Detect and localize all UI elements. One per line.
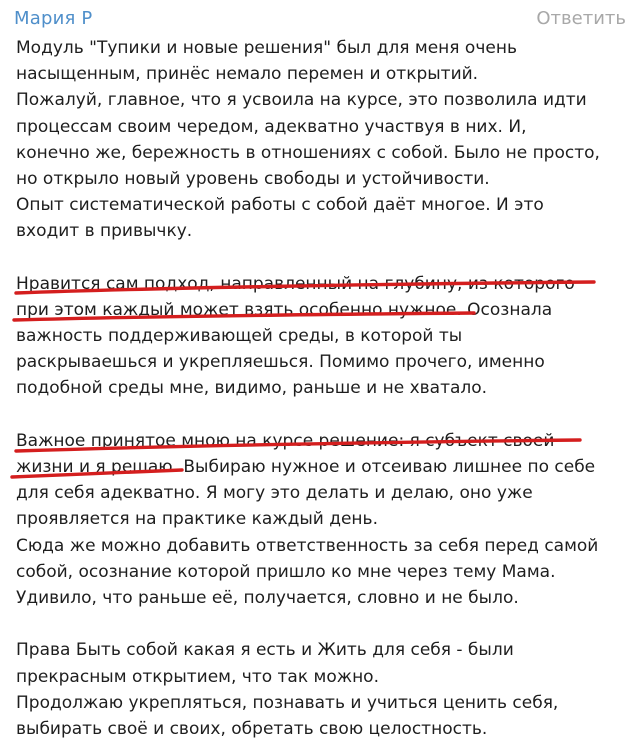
text-line: входит в привычку. — [16, 221, 193, 242]
text-line: раскрываешься и укрепляешься. Помимо прочего, именно — [16, 352, 545, 373]
text-line: Пожалуй, главное, что я усвоила на курсе, это позволила идти — [16, 90, 587, 111]
message-text — [16, 35, 626, 742]
text-line: конечно же, бережность в отношениях с собой. Было не просто, — [16, 142, 600, 163]
text-line: насыщенным, принёс немало перемен и открытий. — [16, 64, 479, 85]
text-line: собой, осознание которой пришло ко мне через тему Мама. — [16, 561, 556, 582]
text-line: Права Быть собой какая я есть и Жить для себя - были — [16, 640, 514, 661]
text-line: выбирать своё и своих, обретать свою целостность. — [16, 718, 488, 739]
message-header — [14, 8, 626, 34]
text-line: Модуль "Тупики и новые решения" был для меня очень — [16, 38, 517, 58]
paragraph-gap — [16, 245, 626, 271]
text-line: прекрасным открытием, что так можно. — [16, 666, 379, 687]
text-line: при этом каждый может взять особенно нужное. Осознала — [16, 299, 553, 320]
text-line: Опыт систематической работы с собой даёт многое. И это — [16, 195, 544, 216]
paragraph — [16, 271, 626, 402]
text-line: подобной среды мне, видимо, раньше и не хватало. — [16, 378, 488, 399]
text-line: но открыло новый уровень свободы и устойчивости. — [16, 168, 490, 189]
paragraph — [16, 637, 626, 742]
text-line: Нравится сам подход, направленный на глубину, из которого — [16, 273, 575, 294]
text-line: Важное принятое мною на курсе решение: я субъект своей — [16, 430, 555, 451]
paragraph-gap — [16, 611, 626, 637]
text-line: жизни и я решаю. Выбираю нужное и отсеиваю лишнее по себе — [16, 457, 596, 477]
text-line: важность поддерживающей среды, в которой ты — [16, 326, 463, 347]
text-line: процессам своим чередом, адекватно участвуя в них. И, — [16, 116, 527, 137]
author-name[interactable]: Мария Р — [14, 8, 93, 29]
paragraph — [16, 428, 626, 611]
text-line: проявляется на практике каждый день. — [16, 509, 378, 530]
text-line: Удивило, что раньше её, получается, словно и не было. — [16, 587, 519, 608]
paragraph-gap — [16, 402, 626, 428]
paragraph — [16, 35, 626, 245]
text-line: Продолжаю укрепляться, познавать и учиться ценить себя, — [16, 692, 559, 713]
reply-button[interactable]: Ответить — [536, 8, 626, 29]
text-line: для себя адекватно. Я могу это делать и делаю, оно уже — [16, 483, 533, 504]
text-line: Сюда же можно добавить ответственность за себя перед самой — [16, 535, 599, 556]
